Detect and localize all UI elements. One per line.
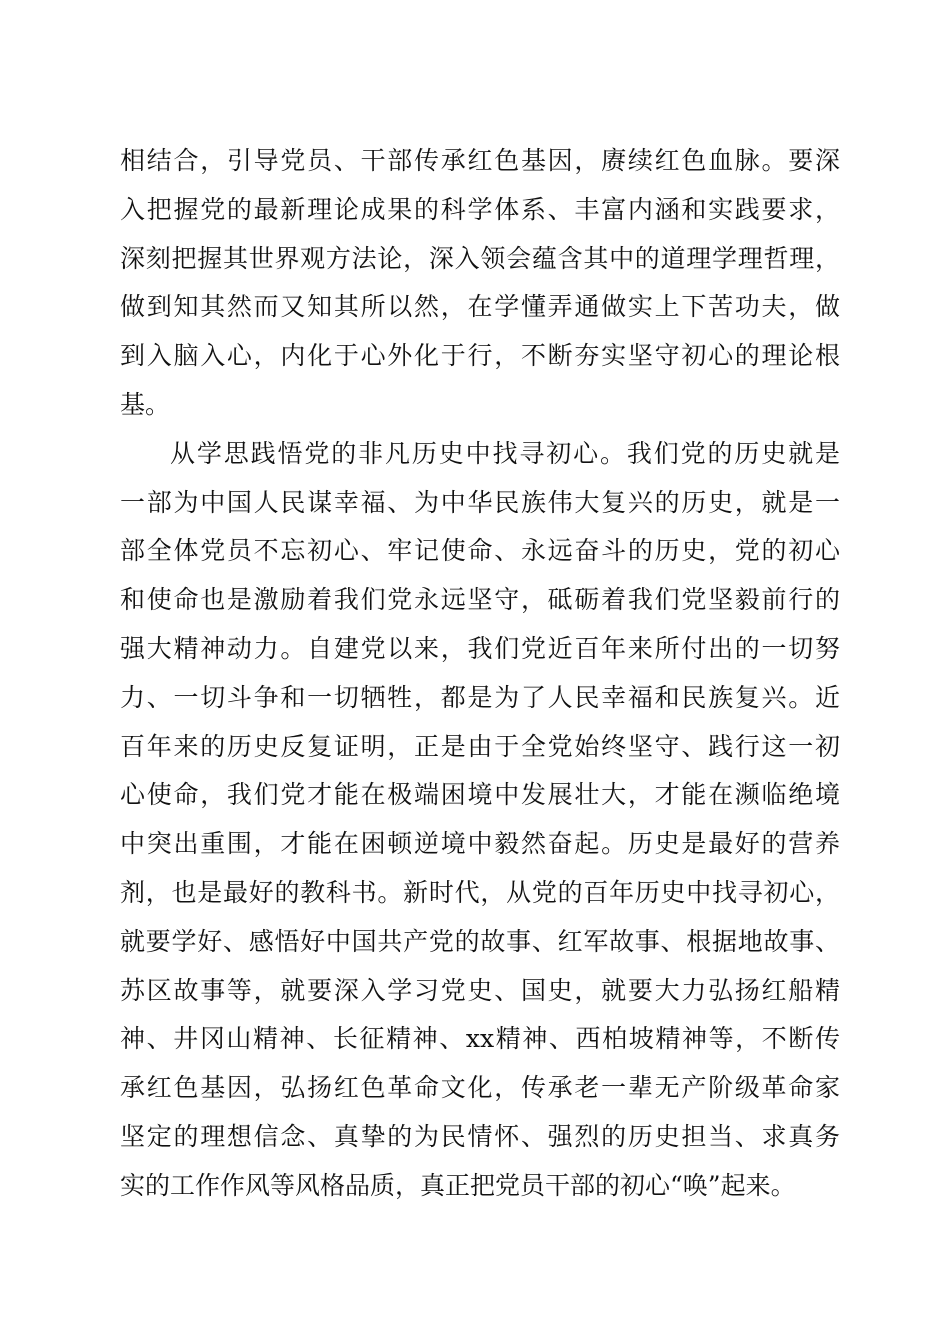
text-line: 强大精神动力。自建党以来，我们党近百年来所付出的一切努 — [120, 633, 840, 663]
text-line: 部全体党员不忘初心、牢记使命、永远奋斗的历史，党的初心 — [120, 536, 840, 566]
text-line: 做到知其然而又知其所以然，在学懂弄通做实上下苦功夫，做 — [120, 292, 840, 322]
text-line: 剂，也是最好的教科书。新时代，从党的百年历史中找寻初心， — [120, 877, 840, 907]
text-line: 基。 — [120, 389, 171, 419]
paragraph-history — [120, 430, 840, 1211]
text-line: 苏区故事等，就要深入学习党史、国史，就要大力弘扬红船精 — [120, 975, 840, 1005]
paragraph-continuation — [120, 137, 840, 430]
text-line: 实的工作作风等风格品质，真正把党员干部的初心“唤”起来。 — [120, 1170, 796, 1200]
text-line: 坚定的理想信念、真挚的为民情怀、强烈的历史担当、求真务 — [120, 1121, 840, 1151]
text-line: 力、一切斗争和一切牺牲，都是为了人民幸福和民族复兴。近 — [120, 682, 840, 712]
text-line: 一部为中国人民谋幸福、为中华民族伟大复兴的历史，就是一 — [120, 487, 840, 517]
text-line: 到入脑入心，内化于心外化于行，不断夯实坚守初心的理论根 — [120, 341, 840, 371]
text-line: 深刻把握其世界观方法论，深入领会蕴含其中的道理学理哲理， — [120, 243, 840, 273]
text-line: 百年来的历史反复证明，正是由于全党始终坚守、践行这一初 — [120, 731, 840, 761]
document-body — [120, 137, 840, 1211]
text-line: 入把握党的最新理论成果的科学体系、丰富内涵和实践要求， — [120, 194, 840, 224]
text-line: 承红色基因，弘扬红色革命文化，传承老一辈无产阶级革命家 — [120, 1073, 840, 1103]
text-line: 就要学好、感悟好中国共产党的故事、红军故事、根据地故事、 — [120, 926, 840, 956]
text-line: 心使命，我们党才能在极端困境中发展壮大，才能在濒临绝境 — [120, 780, 840, 810]
text-line: 从学思践悟党的非凡历史中找寻初心。我们党的历史就是 — [170, 438, 840, 468]
text-line: 神、井冈山精神、长征精神、xx精神、西柏坡精神等，不断传 — [120, 1024, 840, 1054]
text-line: 中突出重围，才能在困顿逆境中毅然奋起。历史是最好的营养 — [120, 829, 840, 859]
text-line: 相结合，引导党员、干部传承红色基因，赓续红色血脉。要深 — [120, 146, 840, 175]
text-line: 和使命也是激励着我们党永远坚守，砥砺着我们党坚毅前行的 — [120, 585, 840, 615]
